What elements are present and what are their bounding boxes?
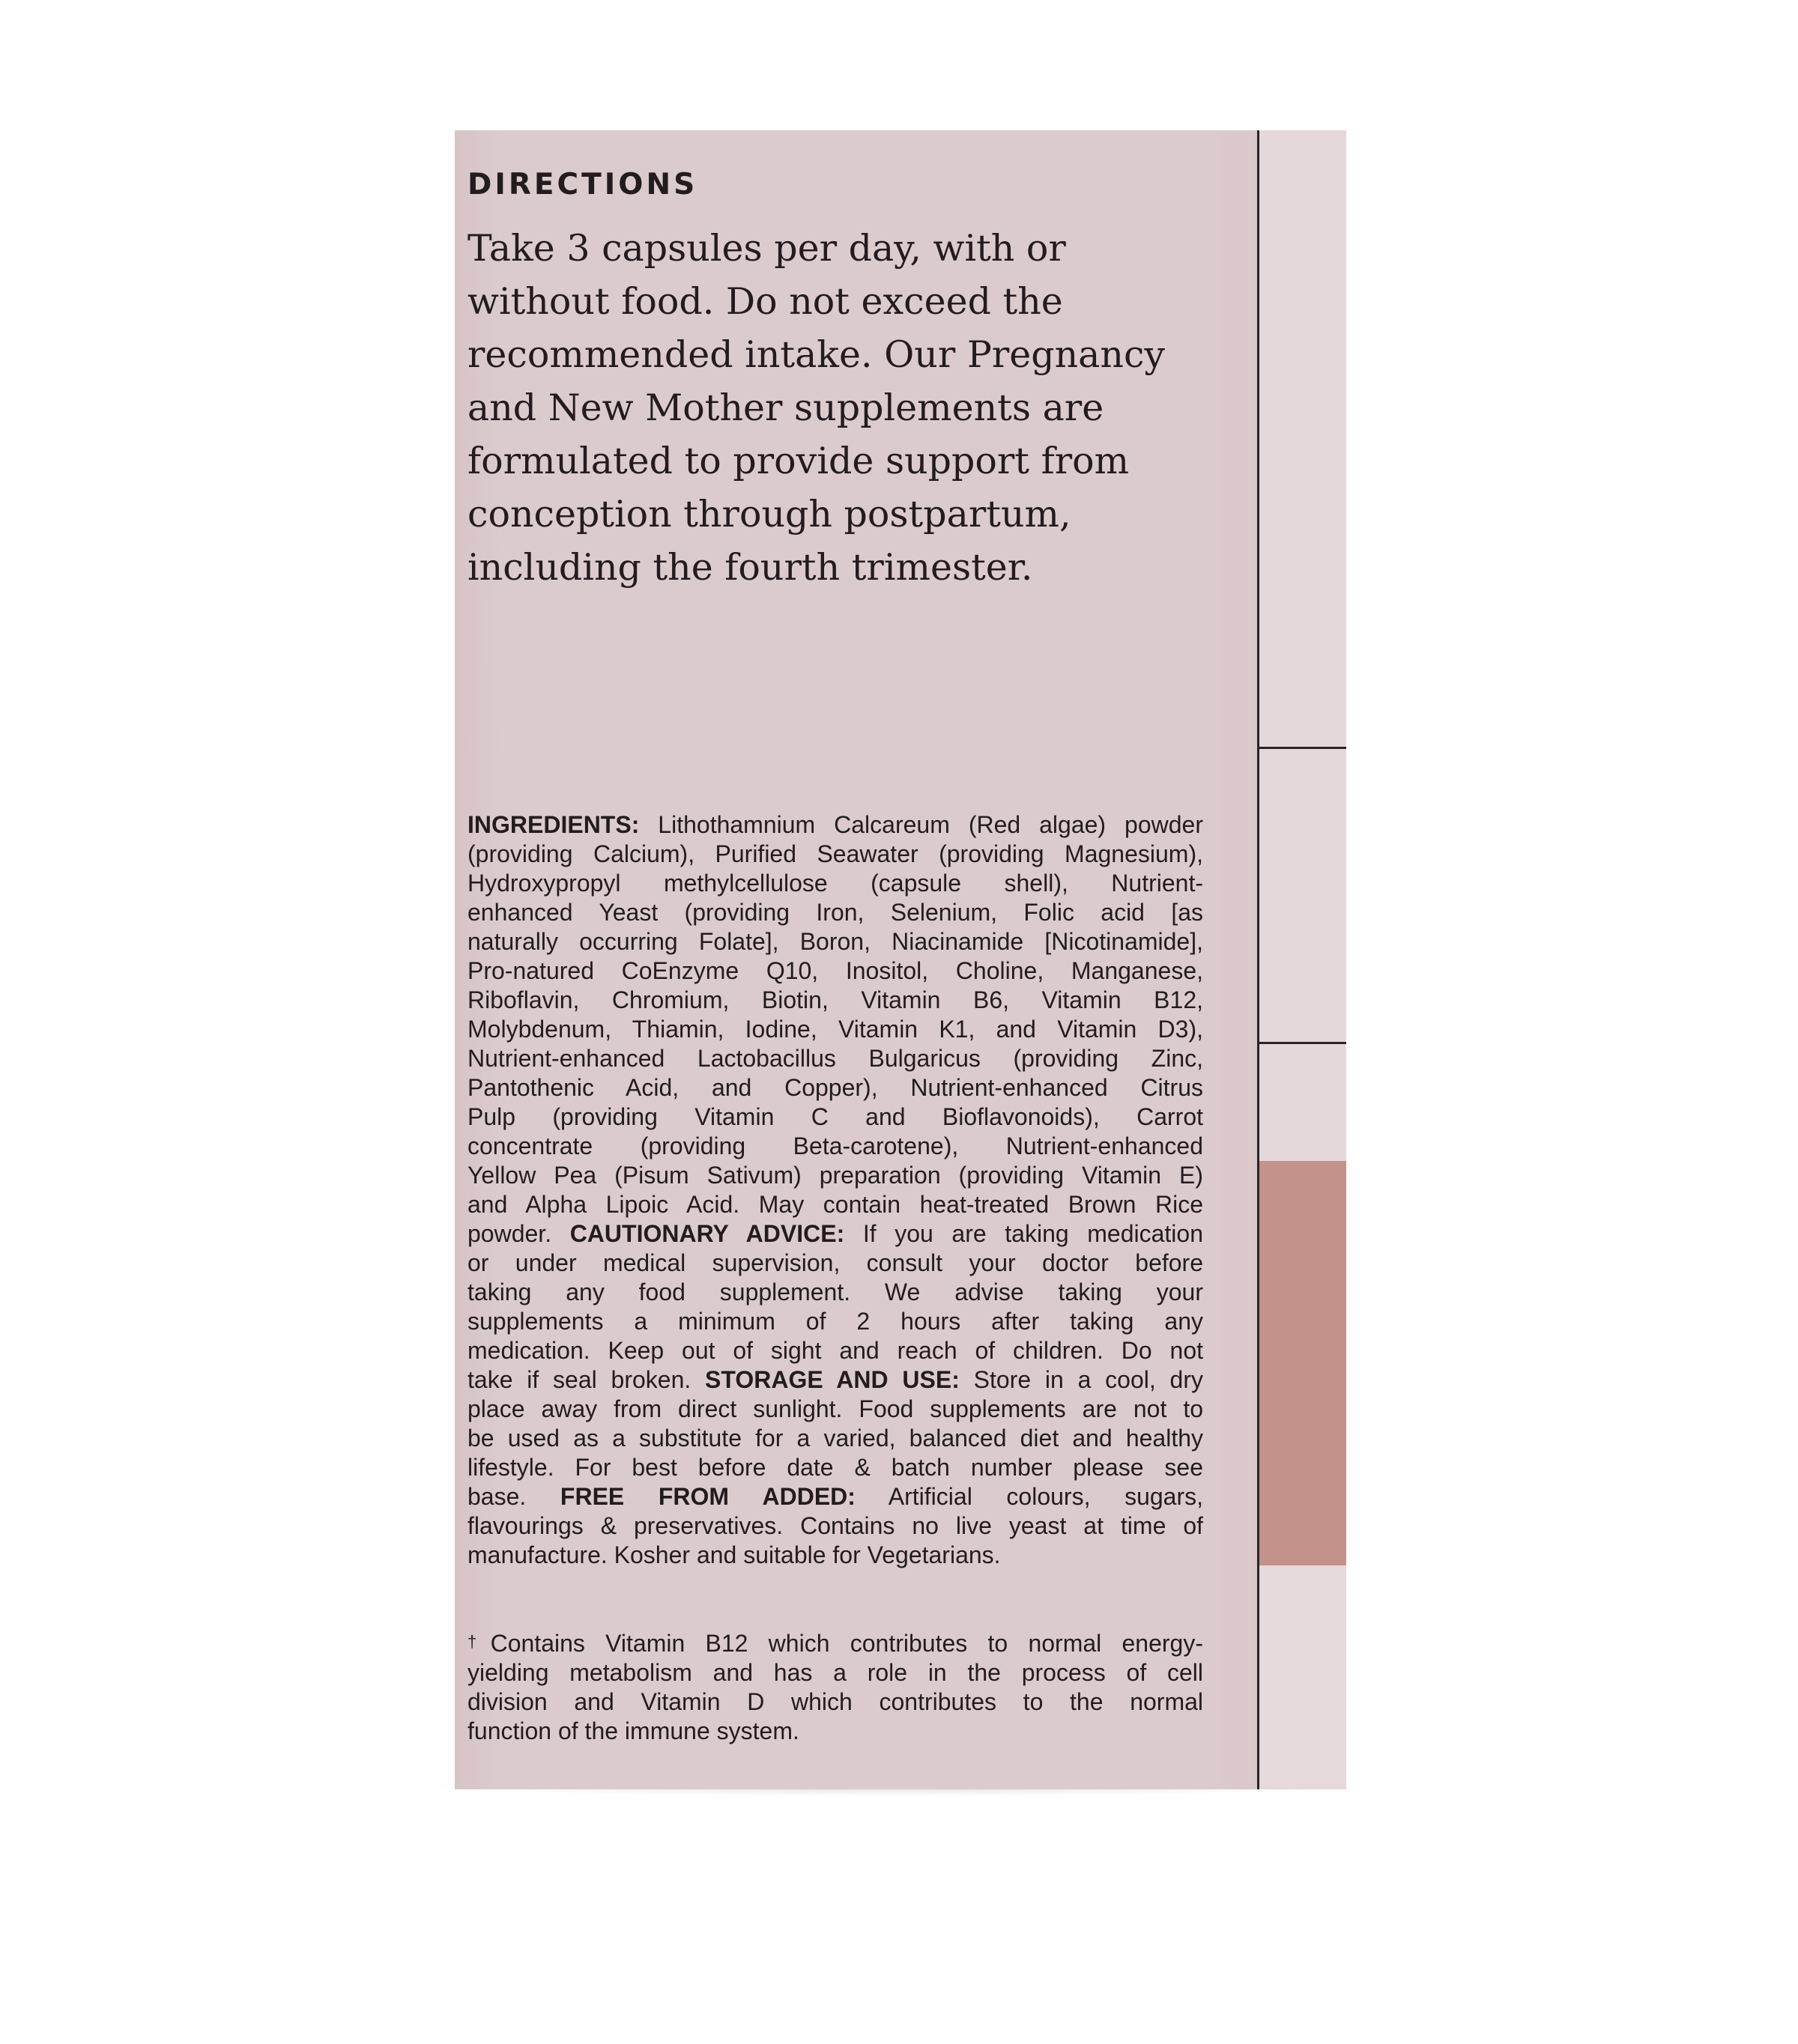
directions-line: conception through postpartum, xyxy=(467,493,1071,536)
ingredients-text-run: Pantothenic Acid, and Copper), Nutrient-enhanced Citrus xyxy=(467,1074,1203,1101)
ingredients-text-run: Riboflavin, Chromium, Biotin, Vitamin B6, Vitamin B12, xyxy=(467,986,1203,1013)
directions-line: Take 3 capsules per day, with or xyxy=(467,227,1066,270)
footnote-line xyxy=(467,1658,1203,1687)
ingredients-text-run: flavourings & preservatives. Contains no live yeast at time of xyxy=(467,1512,1203,1539)
ingredients-section-label: FREE FROM ADDED: xyxy=(560,1483,856,1510)
ingredients-section-label: STORAGE AND USE: xyxy=(705,1366,960,1393)
ingredients-text-run: Yellow Pea (Pisum Sativum) preparation (providing Vitamin E) xyxy=(467,1162,1203,1189)
ingredients-text-run: manufacture. Kosher and suitable for Vegetarians. xyxy=(467,1541,1001,1568)
ingredients-text-run: Artificial colours, sugars, xyxy=(855,1483,1204,1510)
ingredients-text-run: or under medical supervision, consult your doctor before xyxy=(467,1249,1203,1276)
ingredients-text-run: taking any food supplement. We advise taking your xyxy=(467,1279,1203,1305)
ingredients-text-run: Pro-natured CoEnzyme Q10, Inositol, Choline, Manganese, xyxy=(467,957,1203,984)
ingredients-line xyxy=(467,1249,1203,1278)
ingredients-line xyxy=(467,1015,1203,1044)
ingredients-section-label: CAUTIONARY ADVICE: xyxy=(569,1220,845,1247)
ingredients-text-run: supplements a minimum of 2 hours after taking any xyxy=(467,1308,1203,1335)
footnote-text-run: Contains Vitamin B12 which contributes to normal energy- xyxy=(490,1630,1203,1657)
ingredients-line xyxy=(467,927,1203,956)
ingredients-line xyxy=(467,1453,1203,1482)
ingredients-text-run: Lithothamnium Calcareum (Red algae) powder xyxy=(639,811,1203,838)
ingredients-line xyxy=(467,1541,1203,1570)
ingredients-line xyxy=(467,840,1203,869)
ingredients-line xyxy=(467,1073,1203,1103)
ingredients-line xyxy=(467,956,1203,986)
ingredients-line xyxy=(467,1424,1203,1453)
ingredients-text-run: lifestyle. For best before date & batch number please see xyxy=(467,1454,1203,1481)
footnote-line xyxy=(467,1627,1203,1658)
ingredients-text-run: enhanced Yeast (providing Iron, Selenium, Folic acid [as xyxy=(467,899,1203,926)
ingredients-line xyxy=(467,1511,1203,1541)
directions-line: without food. Do not exceed the xyxy=(467,280,1063,323)
ingredients-text-run: Hydroxypropyl methylcellulose (capsule shell), Nutrient- xyxy=(467,870,1203,897)
ingredients-line xyxy=(467,1365,1203,1395)
ingredients-line xyxy=(467,1278,1203,1307)
ingredients-text xyxy=(467,810,1203,1570)
footnote-text xyxy=(467,1627,1203,1746)
directions-heading: DIRECTIONS xyxy=(467,168,698,201)
footnote-text-run: function of the immune system. xyxy=(467,1717,799,1744)
ingredients-text-run: medication. Keep out of sight and reach of children. Do not xyxy=(467,1337,1203,1364)
directions-line: formulated to provide support from xyxy=(467,440,1130,482)
ingredients-text-run: Nutrient-enhanced Lactobacillus Bulgaricus (providing Zinc, xyxy=(467,1045,1203,1072)
ingredients-text-run: If you are taking medication xyxy=(844,1220,1204,1247)
box-back-panel xyxy=(455,130,1259,1789)
side-edge-rule xyxy=(1257,130,1259,1789)
side-divider-rule xyxy=(1259,1042,1346,1044)
ingredients-line xyxy=(467,1336,1203,1365)
dagger-mark: † xyxy=(467,1632,491,1651)
ingredients-line xyxy=(467,1482,1203,1511)
directions-line: including the fourth trimester. xyxy=(467,546,1033,589)
ingredients-text-run: Molybdenum, Thiamin, Iodine, Vitamin K1, and Vitamin D3), xyxy=(467,1016,1203,1043)
ingredients-line xyxy=(467,869,1203,898)
ingredients-text-run: base. xyxy=(467,1483,560,1510)
footnote-text-run: yielding metabolism and has a role in the process of cell xyxy=(467,1659,1203,1686)
ingredients-text-run: naturally occurring Folate], Boron, Niacinamide [Nicotinamide], xyxy=(467,928,1203,955)
ingredients-line xyxy=(467,898,1203,927)
ingredients-line xyxy=(467,810,1203,840)
ingredients-text-run: be used as a substitute for a varied, balanced diet and healthy xyxy=(467,1425,1203,1452)
side-lower-panel xyxy=(1259,1565,1346,1789)
ingredients-text-run: Pulp (providing Vitamin C and Bioflavonoids), Carrot xyxy=(467,1103,1203,1130)
directions-text xyxy=(467,222,1247,594)
ingredients-line xyxy=(467,1190,1203,1219)
ingredients-line xyxy=(467,1161,1203,1190)
ingredients-line xyxy=(467,1103,1203,1132)
side-divider-rule xyxy=(1259,747,1346,749)
ingredients-line xyxy=(467,1132,1203,1161)
ingredients-line xyxy=(467,1219,1203,1249)
ingredients-line xyxy=(467,1307,1203,1336)
directions-line: recommended intake. Our Pregnancy xyxy=(467,333,1166,376)
ingredients-text-run: (providing Calcium), Purified Seawater (providing Magnesium), xyxy=(467,840,1203,867)
ingredients-text-run: and Alpha Lipoic Acid. May contain heat-treated Brown Rice xyxy=(467,1191,1203,1218)
ingredients-line xyxy=(467,986,1203,1015)
ingredients-text-run: Store in a cool, dry xyxy=(959,1366,1203,1393)
side-color-swatch xyxy=(1259,1161,1346,1565)
supplement-box xyxy=(455,130,1346,1789)
ingredients-line xyxy=(467,1044,1203,1073)
directions-line: and New Mother supplements are xyxy=(467,386,1104,429)
ingredients-text-run: take if seal broken. xyxy=(467,1366,706,1393)
ingredients-section-label: INGREDIENTS: xyxy=(467,811,640,838)
ingredients-line xyxy=(467,1395,1203,1424)
footnote-line xyxy=(467,1717,1203,1746)
ingredients-text-run: place away from direct sunlight. Food supplements are not to xyxy=(467,1395,1203,1422)
ingredients-text-run: concentrate (providing Beta-carotene), Nutrient-enhanced xyxy=(467,1132,1203,1159)
ingredients-text-run: powder. xyxy=(467,1220,570,1247)
footnote-line xyxy=(467,1687,1203,1717)
footnote-text-run: division and Vitamin D which contributes to the normal xyxy=(467,1688,1203,1715)
